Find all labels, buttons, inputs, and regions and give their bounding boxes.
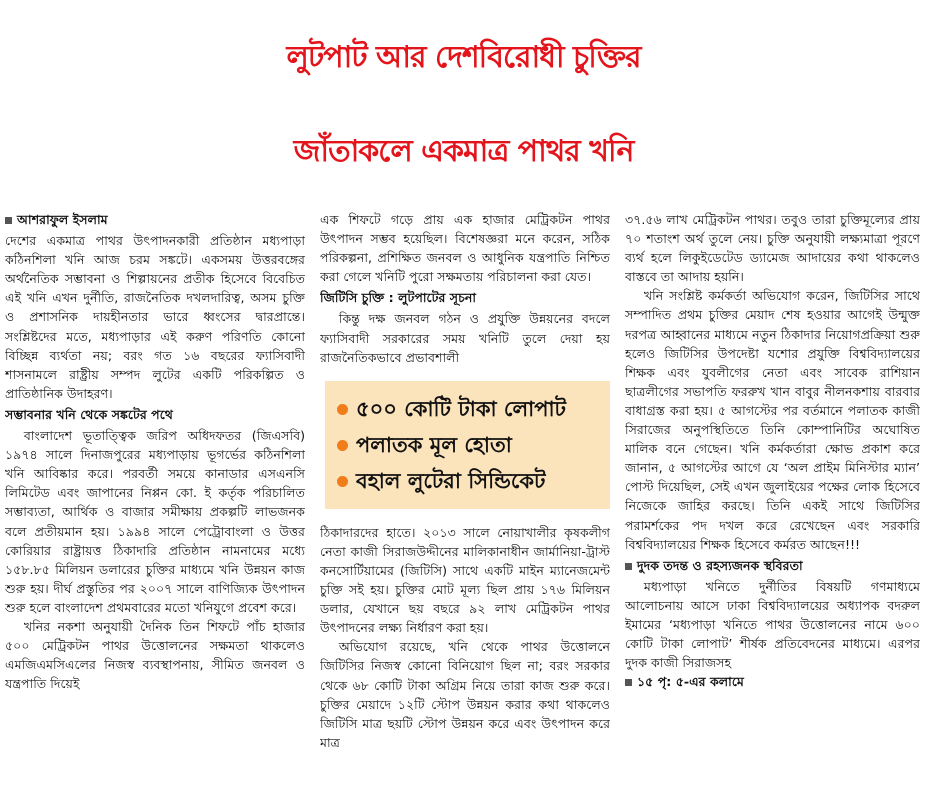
subheading-text: দুদক তদন্ত ও রহস্যজনক স্থবিরতা xyxy=(637,557,803,573)
continuation-square-icon xyxy=(625,679,632,686)
paragraph: খনি সংশ্লিষ্ট কর্মকর্তা অভিযোগ করেন, জিটিসির সাথে সম্পাদিত প্রথম চুক্তির মেয়াদ শেষ হওয়ার আগেই উন্মুক্ত দরপত্র আহ্বানের মাধ্যমে নতুন ঠিকাদার নিয়োগপ্রক্রিয়া শুরু হলেও জিটিসির উপদেষ্টা যশোর প্রযুক্তি বিশ্ববিদ্যালয়ের শিক্ষক এবং যুবলীগের নেতা এবং সাবেক রাশিয়ান ছাত্রলীগের সভাপতি ফররুখ খান বাবুর নীলনকশায় বারবার বাধাগ্রস্ত করা হয়। ৫ আগস্টের পর বর্তমানে পলাতক কাজী সিরাজের অনুপস্থিতিতে তিনি কোম্পানিটির অঘোষিত মালিক বনে গেছেন। খনি কর্মকর্তারা ক্ষোভ প্রকাশ করে জানান, ৫ আগস্টের আগে যে ‘অল প্রাইম মিনিস্টার ম্যান’ পোস্ট দিয়েছিল, সেই এখন জুলাইয়ের পক্ষের লোক হিসেবে নিজেকে জাহির করছে। তিনি একই সাথে জিটিসির পরামর্শকের পদ দখল করে রেখেছেন এবং সরকারি বিশ্ববিদ্যালয়ের শিক্ষক হিসেবে কর্মরত আছেন!!! xyxy=(625,288,920,552)
paragraph: বাংলাদেশ ভূতাত্ত্বিক জরিপ অধিদফতর (জিএসবি) ১৯৭৪ সালে দিনাজপুরের মধ্যপাড়ায় ভূগর্ভের কঠিনশিলা খনি আবিষ্কার করে। পরবর্তী সময়ে কানাডার এসএনসি লিমিটেড এবং জাপানের নিপ্পন কো. ই কর্তৃক পরিচালিত সম্ভাব্যতা, আর্থিক ও বাজার সমীক্ষায় প্রকল্পটি লাভজনক বলে প্রতীয়মান হয়। ১৯৯৪ সালে পেট্রোবাংলা ও উত্তর কোরিয়ার রাষ্ট্রায়ত্ত ঠিকাদারি প্রতিষ্ঠান নামনামের মধ্যে ১৫৮.৮৫ মিলিয়ন ডলারের চুক্তির মাধ্যমে খনি উন্নয়ন কাজ শুরু হয়। দীর্ঘ প্রস্তুতির পর ২০০৭ সালে বাণিজ্যিক উৎপাদন শুরু হলে বাংলাদেশ প্রথমবারের মতো খনিযুগে প্রবেশ করে। xyxy=(5,428,305,615)
subheading: জিটিসি চুক্তি : লুটপাটের সূচনা xyxy=(320,290,477,306)
article-column-3 xyxy=(625,210,920,811)
callout-item-text: ৫০০ কোটি টাকা লোপাট xyxy=(356,396,566,421)
continuation-text: ১৫ পৃ: ৫-এর কলামে xyxy=(637,674,744,690)
paragraph: ৩৭.৫৬ লাখ মেট্রিকটন পাথর। তবুও তারা চুক্তিমূল্যের প্রায় ৭০ শতাংশ অর্থ তুলে নেয়। চুক্তি অনুযায়ী লক্ষ্যমাত্রা পূরণে ব্যর্থ হলে লিকুইডেটেড ড্যামেজ আদায়ের কথা থাকলেও বাস্তবে তা আদায় হয়নি। xyxy=(625,212,920,285)
bullet-dot-icon xyxy=(337,404,348,415)
paragraph: দেশের একমাত্র পাথর উৎপাদনকারী প্রতিষ্ঠান মধ্যপাড়া কঠিনশিলা খনি আজ চরম সঙ্কটে। একসময় উত্তরবঙ্গের অর্থনৈতিক সম্ভাবনা ও শিল্পায়নের প্রতীক হিসেবে বিবেচিত এই খনি এখন দুর্নীতি, রাজনৈতিক দখলদারিত্ব, অসম চুক্তি ও প্রশাসনিক দায়হীনতার ভারে ধ্বংসের দ্বারপ্রান্তে। সংশ্লিষ্টদের মতে, মধ্যপাড়ার এই করুণ পরিণতি কোনো বিচ্ছিন্ন ব্যর্থতা নয়; বরং গত ১৬ বছরের ফ্যাসিবাদী শাসনামলে রাষ্ট্রীয় সম্পদ লুটের একটি পরিকল্পিত ও প্রাতিষ্ঠানিক উদাহরণ। xyxy=(5,233,305,401)
callout-item xyxy=(337,391,599,427)
byline xyxy=(5,210,305,229)
bullet-dot-icon xyxy=(337,440,348,451)
callout-item-text: পলাতক মূল হোতা xyxy=(356,432,512,457)
article-column-1 xyxy=(5,210,305,811)
paragraph: এক শিফটে গড়ে প্রায় এক হাজার মেট্রিকটন পাথর উৎপাদন সম্ভব হয়েছিল। বিশেষজ্ঞরা মনে করেন, সঠিক পরিকল্পনা, প্রশিক্ষিত জনবল ও আধুনিক যন্ত্রপাতি নিশ্চিত করা গেলে খনিটি পুরো সক্ষমতায় পরিচালনা করা যেত। xyxy=(320,212,610,285)
callout-item xyxy=(337,463,599,499)
paragraph: কিন্তু দক্ষ জনবল গঠন ও প্রযুক্তি উন্নয়নের বদলে ফ্যাসিবাদী সরকারের সময় খনিটি তুলে দেয়া হয় রাজনৈতিকভাবে প্রভাবশালী xyxy=(320,311,610,365)
headline-line-1: লুটপাট আর দেশবিরোধী চুক্তির xyxy=(286,40,641,75)
paragraph: খনির নকশা অনুযায়ী দৈনিক তিন শিফটে পাঁচ হাজার ৫০০ মেট্রিকটন পাথর উত্তোলনের সক্ষমতা থাকলেও এমজিএমসিএলের নিজস্ব ব্যবস্থাপনায়, সীমিত জনবল ও যন্ত্রপাতি দিয়েই xyxy=(5,618,305,692)
callout-item xyxy=(337,427,599,463)
byline-square-icon xyxy=(5,217,12,224)
paragraph: অভিযোগ রয়েছে, খনি থেকে পাথর উত্তোলনে জিটিসির নিজস্ব কোনো বিনিয়োগ ছিল না; বরং সরকার থেকে ৬৮ কোটি টাকা অগ্রিম নিয়ে তারা কাজ শুরু করে। চুক্তির মেয়াদে ১২টি স্টোপ উন্নয়ন করার কথা থাকলেও জিটিসি মাত্র ছয়টি স্টোপ উন্নয়ন করে এবং উৎপাদন করে মাত্র xyxy=(320,639,610,750)
paragraph: মধ্যপাড়া খনিতে দুর্নীতির বিষয়টি গণমাধ্যমে আলোচনায় আসে ঢাকা বিশ্ববিদ্যালয়ের অধ্যাপক বদরুল ইমামের ‘মধ্যপাড়া খনিতে পাথর উত্তোলনের নামে ৬০০ কোটি টাকা লোপাট’ শীর্ষক প্রতিবেদনের মাধ্যমে। এরপর দুদক কাজী সিরাজসহ xyxy=(625,578,920,671)
continuation-note xyxy=(625,672,920,691)
callout-box xyxy=(325,381,610,509)
bullet-dot-icon xyxy=(337,476,348,487)
subhead-square-icon xyxy=(625,563,632,570)
headline-line-2: জাঁতাকলে একমাত্র পাথর খনি xyxy=(293,134,634,169)
callout-item-text: বহাল লুটেরা সিন্ডিকেট xyxy=(356,468,546,493)
paragraph: ঠিকাদারদের হাতে। ২০১৩ সালে নোয়াখালীর কৃষকলীগ নেতা কাজী সিরাজউদ্দীনের মালিকানাধীন জার্মানিয়া-ট্রাস্ট কনসোর্টিয়ামের (জিটিসি) সাথে একটি মাইন ম্যানেজমেন্ট চুক্তি সই হয়। চুক্তির মোট মূল্য ছিল প্রায় ১৭৬ মিলিয়ন ডলার, যেখানে ছয় বছরে ৯২ লাখ মেট্রিকটন পাথর উৎপাদনের লক্ষ্য নির্ধারণ করা হয়। xyxy=(320,524,610,636)
byline-text: আশরাফুল ইসলাম xyxy=(17,212,108,227)
article-column-2 xyxy=(320,210,610,811)
subheading: সম্ভাবনার খনি থেকে সঙ্কটের পথে xyxy=(5,406,173,422)
subheading xyxy=(625,556,920,575)
